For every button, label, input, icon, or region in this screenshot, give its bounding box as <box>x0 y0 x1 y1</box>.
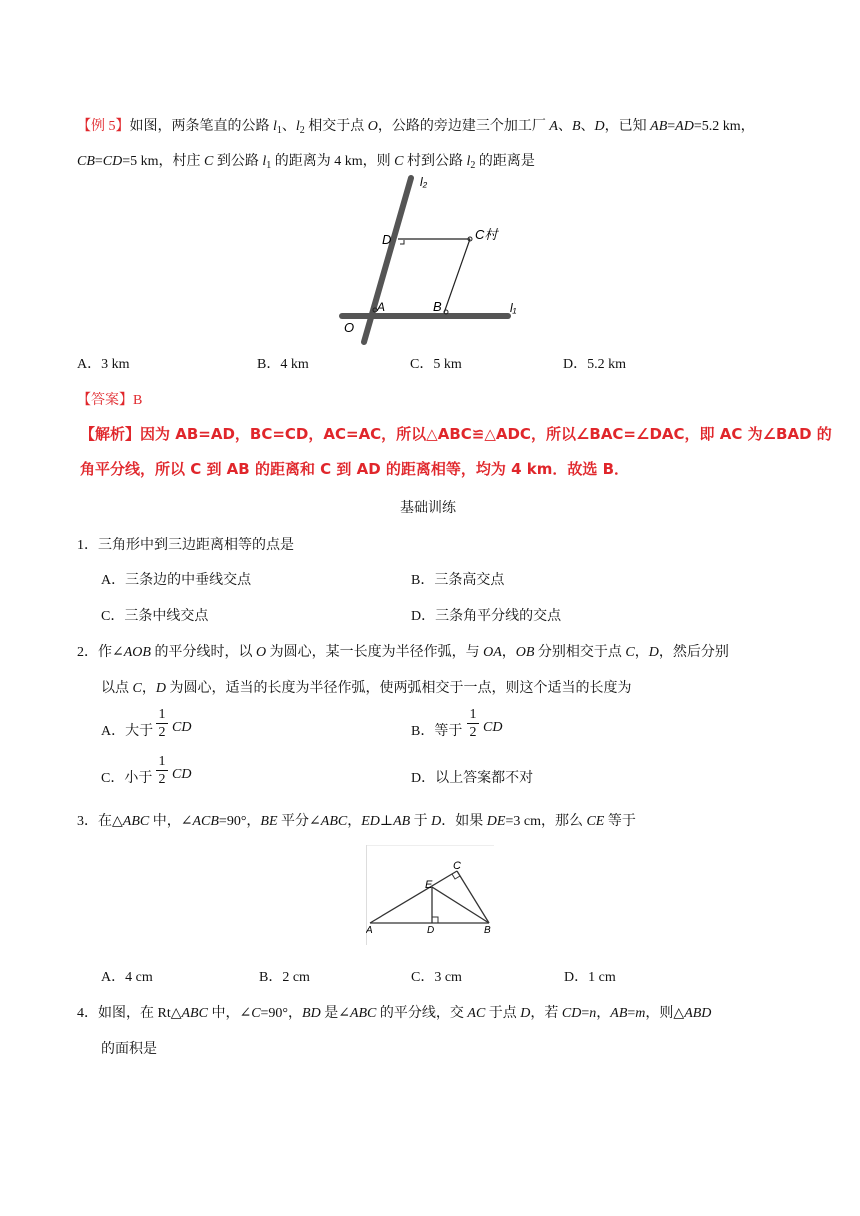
q2-option-b-fraction: 1 2 <box>467 707 479 740</box>
segment-ac <box>370 871 457 923</box>
label-a: A <box>366 925 373 936</box>
example5-line1: 【例 5】如图，两条笔直的公路 $l_1$、$l_2$ 相交于点 O，公路的旁边建三个加工厂 A、B、D，已知 AB=AD=5.2 km， <box>77 119 755 136</box>
answer: 【答案】B <box>77 393 143 408</box>
example5-option-a: A．3 km <box>77 357 130 372</box>
segment-CB <box>444 239 470 313</box>
triangle-figure <box>366 845 496 945</box>
q4-line2: 的面积是 <box>101 1042 157 1057</box>
right-angle-mark-d <box>400 240 404 244</box>
q4-line1: 4．如图，在 Rt△ABC 中，∠C=90°，BD 是∠ABC 的平分线，交 AC 于点 D，若 CD=n，AB=m，则△ABD <box>77 1006 712 1021</box>
example5-line2: CB=CD=5 km，村庄 C 到公路 $l_1$ 的距离为 4 km，则 C 村到公路 $l_2$ 的距离是 <box>77 154 535 171</box>
label-e: E <box>425 879 433 891</box>
label-l1: l₁ <box>510 301 517 315</box>
q1-option-a: A．三条边的中垂线交点 <box>101 573 252 588</box>
q2-option-d: D．以上答案都不对 <box>411 771 534 786</box>
q1-option-b: B．三条高交点 <box>411 573 505 588</box>
q2-option-c-fraction: 1 2 <box>156 754 168 787</box>
q2-option-a-cd: CD <box>172 720 192 735</box>
q3-option-d: D．1 cm <box>564 970 616 985</box>
label-l2: l₂ <box>420 175 428 189</box>
label-c: C <box>453 860 461 872</box>
q3-option-c: C．3 cm <box>411 970 462 985</box>
label-b: B <box>433 299 442 314</box>
q3-option-a: A．4 cm <box>101 970 153 985</box>
q2-option-b: B．等于 <box>411 724 463 739</box>
q2-option-c-cd: CD <box>172 767 192 782</box>
segment-cb <box>457 871 489 923</box>
label-c-village: C村 <box>475 227 498 242</box>
example5-option-b: B．4 km <box>257 357 309 372</box>
label-d: D <box>427 925 435 936</box>
q3-option-b: B．2 cm <box>259 970 310 985</box>
q2-line1: 2．作∠AOB 的平分线时，以 O 为圆心，某一长度为半径作弧，与 OA，OB 分别相交于点 C，D，然后分别 <box>77 645 729 660</box>
label-a: A <box>377 300 386 314</box>
q2-option-a-fraction: 1 2 <box>156 707 168 740</box>
segment-eb <box>432 887 489 923</box>
label-o: O <box>344 320 355 335</box>
example5-option-c: C．5 km <box>410 357 462 372</box>
example5-option-d: D．5.2 km <box>563 357 626 372</box>
analysis-line2: 角平分线，所以 C 到 AB 的距离和 C 到 AD 的距离相等，均为 4 km．故选 B． <box>80 460 630 478</box>
roads-figure <box>330 170 530 350</box>
q1-option-d: D．三条角平分线的交点 <box>411 609 562 624</box>
section-title: 基础训练 <box>400 501 456 516</box>
q3-stem: 3．在△ABC 中，∠ACB=90°，BE 平分∠ABC，ED⊥AB 于 D．如果 DE=3 cm，那么 CE 等于 <box>77 814 636 829</box>
label-b: B <box>484 925 491 936</box>
q1-option-c: C．三条中线交点 <box>101 609 209 624</box>
example-tag: 【例 5】 <box>77 119 130 134</box>
q2-option-b-cd: CD <box>483 720 503 735</box>
q2-option-a: A．大于 <box>101 724 154 739</box>
q2-line2: 以点 C，D 为圆心，适当的长度为半径作弧，使两弧相交于一点，则这个适当的长度为 <box>101 681 632 696</box>
q2-option-c: C．小于 <box>101 771 153 786</box>
label-d: D <box>382 232 392 247</box>
q1-stem: 1．三角形中到三边距离相等的点是 <box>77 538 294 553</box>
right-angle-mark-d <box>432 917 438 923</box>
analysis-line1: 【解析】因为 AB=AD，BC=CD，AC=AC，所以△ABC≌△ADC，所以∠BAC=∠DAC，即 AC 为∠BAD 的 <box>80 425 832 443</box>
